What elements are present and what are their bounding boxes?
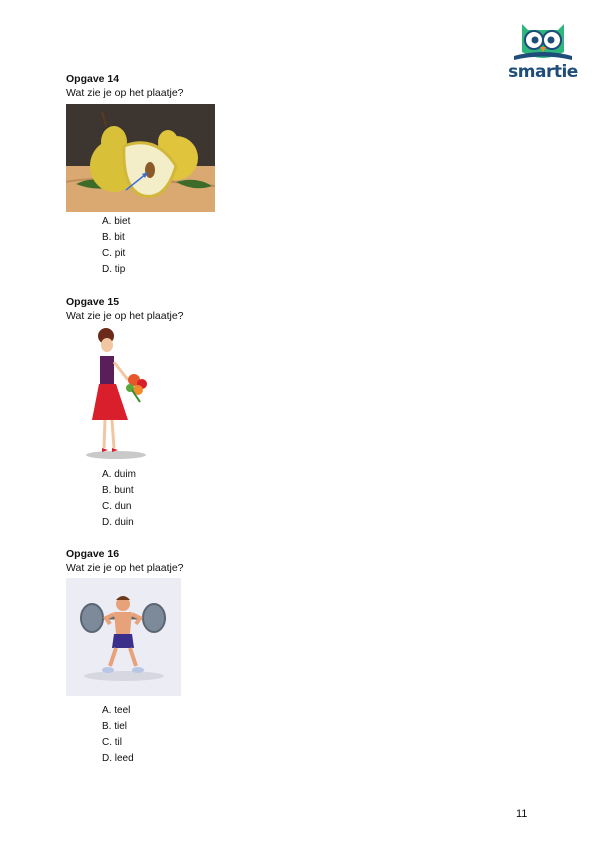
page-number: 11 [516,808,528,820]
question-title: Opgave 16 [66,548,120,560]
weightlifter-image [66,578,181,701]
option-c[interactable]: C. pit [102,248,126,259]
answer-options [102,467,136,531]
pears-image [66,104,215,217]
option-b[interactable]: B. bit [102,232,125,243]
logo-text: smartie [508,62,578,82]
option-d[interactable]: D. tip [102,264,126,275]
smartie-logo [508,18,578,84]
option-c[interactable]: C. til [102,737,122,748]
option-d[interactable]: D. duin [102,517,134,528]
option-b[interactable]: B. bunt [102,485,134,496]
owl-icon [508,18,578,64]
question-prompt: Wat zie je op het plaatje? [66,562,184,574]
question-prompt: Wat zie je op het plaatje? [66,310,184,322]
option-d[interactable]: D. leed [102,753,134,764]
question-14 [66,72,184,275]
question-15 [66,295,184,528]
woman-bouquet-image [66,328,170,469]
option-a[interactable]: A. duim [102,469,136,480]
option-b[interactable]: B. tiel [102,721,128,732]
question-title: Opgave 15 [66,296,120,308]
question-prompt: Wat zie je op het plaatje? [66,87,184,99]
option-c[interactable]: C. dun [102,501,132,512]
question-title: Opgave 14 [66,73,120,85]
answer-options [102,703,134,767]
option-a[interactable]: A. teel [102,705,131,716]
option-a[interactable]: A. biet [102,216,131,227]
question-16 [66,547,184,764]
answer-options [102,214,130,278]
